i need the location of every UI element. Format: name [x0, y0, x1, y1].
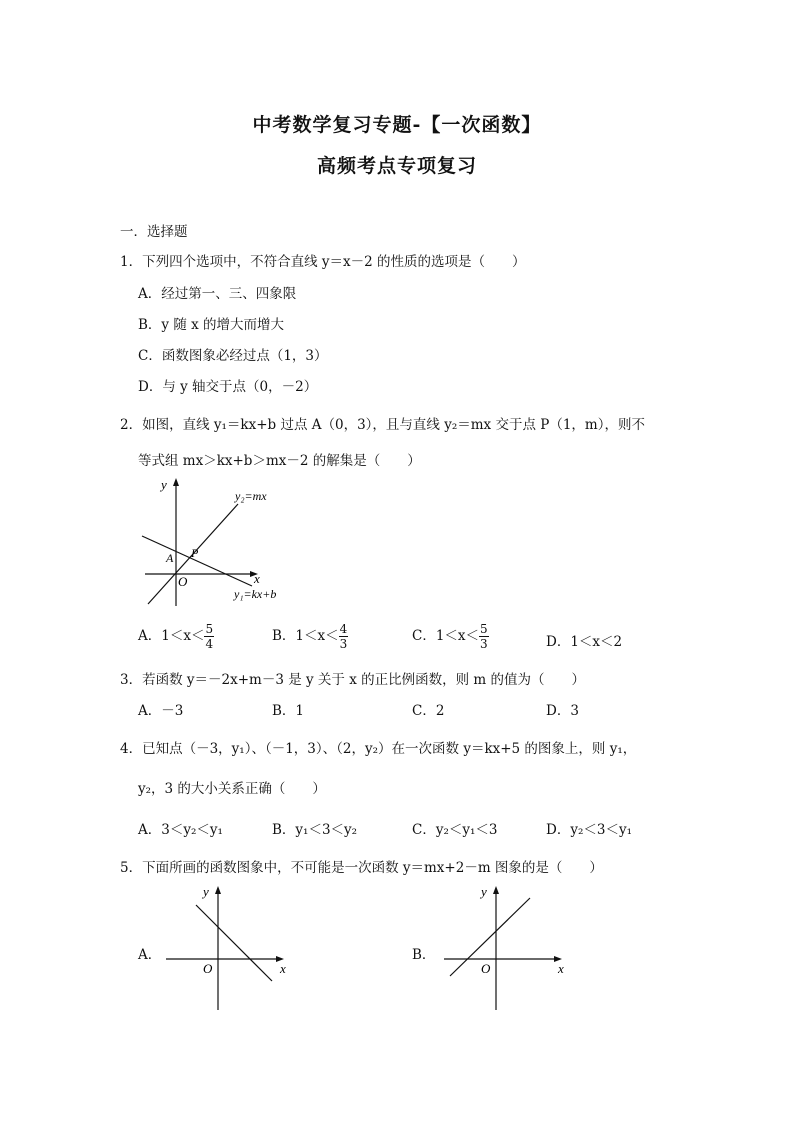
q3-option-b: B．1 — [272, 703, 305, 719]
q2-option-c-letter: C． — [412, 628, 436, 644]
q2-option-b — [272, 622, 348, 651]
q2-option-b-lead: 1＜x＜ — [295, 628, 339, 644]
q4-option-d: D．y₂＜3＜y₁ — [546, 822, 632, 838]
q1-stem: 1．下列四个选项中，不符合直线 y＝x－2 的性质的选项是（ ） — [120, 254, 526, 270]
q5-option-b: B． — [412, 947, 436, 963]
fig-line2-label: y₂=mx — [235, 489, 267, 503]
q2-option-d-letter: D． — [546, 634, 571, 650]
fig-line1-label: y₁=kx+b — [234, 587, 277, 601]
fig-a-label: A — [166, 551, 174, 565]
y-arrow-icon — [215, 886, 221, 894]
fraction — [339, 622, 349, 651]
numerator: 5 — [205, 622, 214, 636]
denominator: 3 — [339, 637, 348, 651]
q3-stem: 3．若函数 y＝－2x+m－3 是 y 关于 x 的正比例函数，则 m 的值为（ ） — [120, 672, 585, 688]
q3-option-c: C．2 — [412, 703, 445, 719]
q5-figure-a — [160, 882, 295, 1014]
q4-option-b: B．y₁＜3＜y₂ — [272, 822, 358, 838]
denominator: 3 — [480, 637, 488, 651]
fig-p-label: P — [191, 546, 199, 560]
fig-x-label: x — [254, 571, 260, 586]
y-arrow-icon — [493, 886, 499, 894]
q5-stem: 5．下面所画的函数图象中，不可能是一次函数 y＝mx+2－m 图象的是（ ） — [120, 860, 603, 876]
fraction — [479, 622, 489, 651]
fig-origin-label: O — [203, 961, 213, 976]
q2-stem-line1: 2．如图，直线 y₁＝kx+b 过点 A（0，3），且与直线 y₂＝mx 交于点 P（1，m），则不 — [120, 417, 645, 433]
fig-origin-label: O — [481, 961, 491, 976]
doc-title-line2: 高频考点专项复习 — [316, 155, 477, 177]
line-y1 — [142, 536, 252, 586]
fraction — [204, 622, 214, 651]
q2-option-c — [412, 622, 489, 651]
q1-option-b: B．y 随 x 的增大而增大 — [138, 317, 285, 333]
q3-option-a: A．－3 — [138, 703, 184, 719]
q2-stem-line2: 等式组 mx＞kx+b＞mx－2 的解集是（ ） — [138, 453, 421, 469]
section-heading: 一．选择题 — [120, 224, 188, 240]
fig-x-label: x — [280, 961, 286, 976]
q3-option-d: D．3 — [546, 703, 579, 719]
q4-option-c: C．y₂＜y₁＜3 — [412, 822, 498, 838]
denominator: 4 — [205, 637, 214, 651]
doc-title-line1: 中考数学复习专题-【一次函数】 — [252, 114, 542, 136]
q4-option-a: A．3＜y₂＜y₁ — [138, 822, 223, 838]
q2-option-a-lead: 1＜x＜ — [161, 628, 205, 644]
q5-figure-b — [438, 882, 573, 1014]
q4-stem-line1: 4．已知点（－3，y₁）、（－1，3）、（2，y₂）在一次函数 y＝kx+5 的图象上，则 y₁， — [120, 741, 637, 757]
q2-option-a — [138, 622, 214, 651]
q1-option-d: D．与 y 轴交于点（0，－2） — [138, 379, 318, 395]
q1-option-c: C．函数图象必经过点（1，3） — [138, 348, 328, 364]
fig-y-label: y — [481, 884, 487, 899]
q2-option-d-lead: 1＜x＜2 — [570, 634, 623, 650]
q2-figure — [130, 476, 300, 611]
fig-origin-label: O — [178, 574, 188, 589]
q2-option-a-letter: A． — [138, 628, 162, 644]
fig-x-label: x — [558, 961, 564, 976]
q2-option-d — [546, 630, 622, 650]
q4-stem-line2: y₂，3 的大小关系正确（ ） — [138, 781, 326, 797]
y-arrow-icon — [173, 478, 179, 486]
numerator: 5 — [480, 622, 488, 636]
q2-option-b-letter: B． — [272, 628, 296, 644]
q2-option-c-lead: 1＜x＜ — [435, 628, 480, 644]
q1-option-a: A．经过第一、三、四象限 — [138, 286, 297, 302]
q5-option-a: A． — [138, 947, 162, 963]
numerator: 4 — [339, 622, 348, 636]
fig-y-label: y — [161, 477, 167, 492]
fig-y-label: y — [203, 884, 209, 899]
